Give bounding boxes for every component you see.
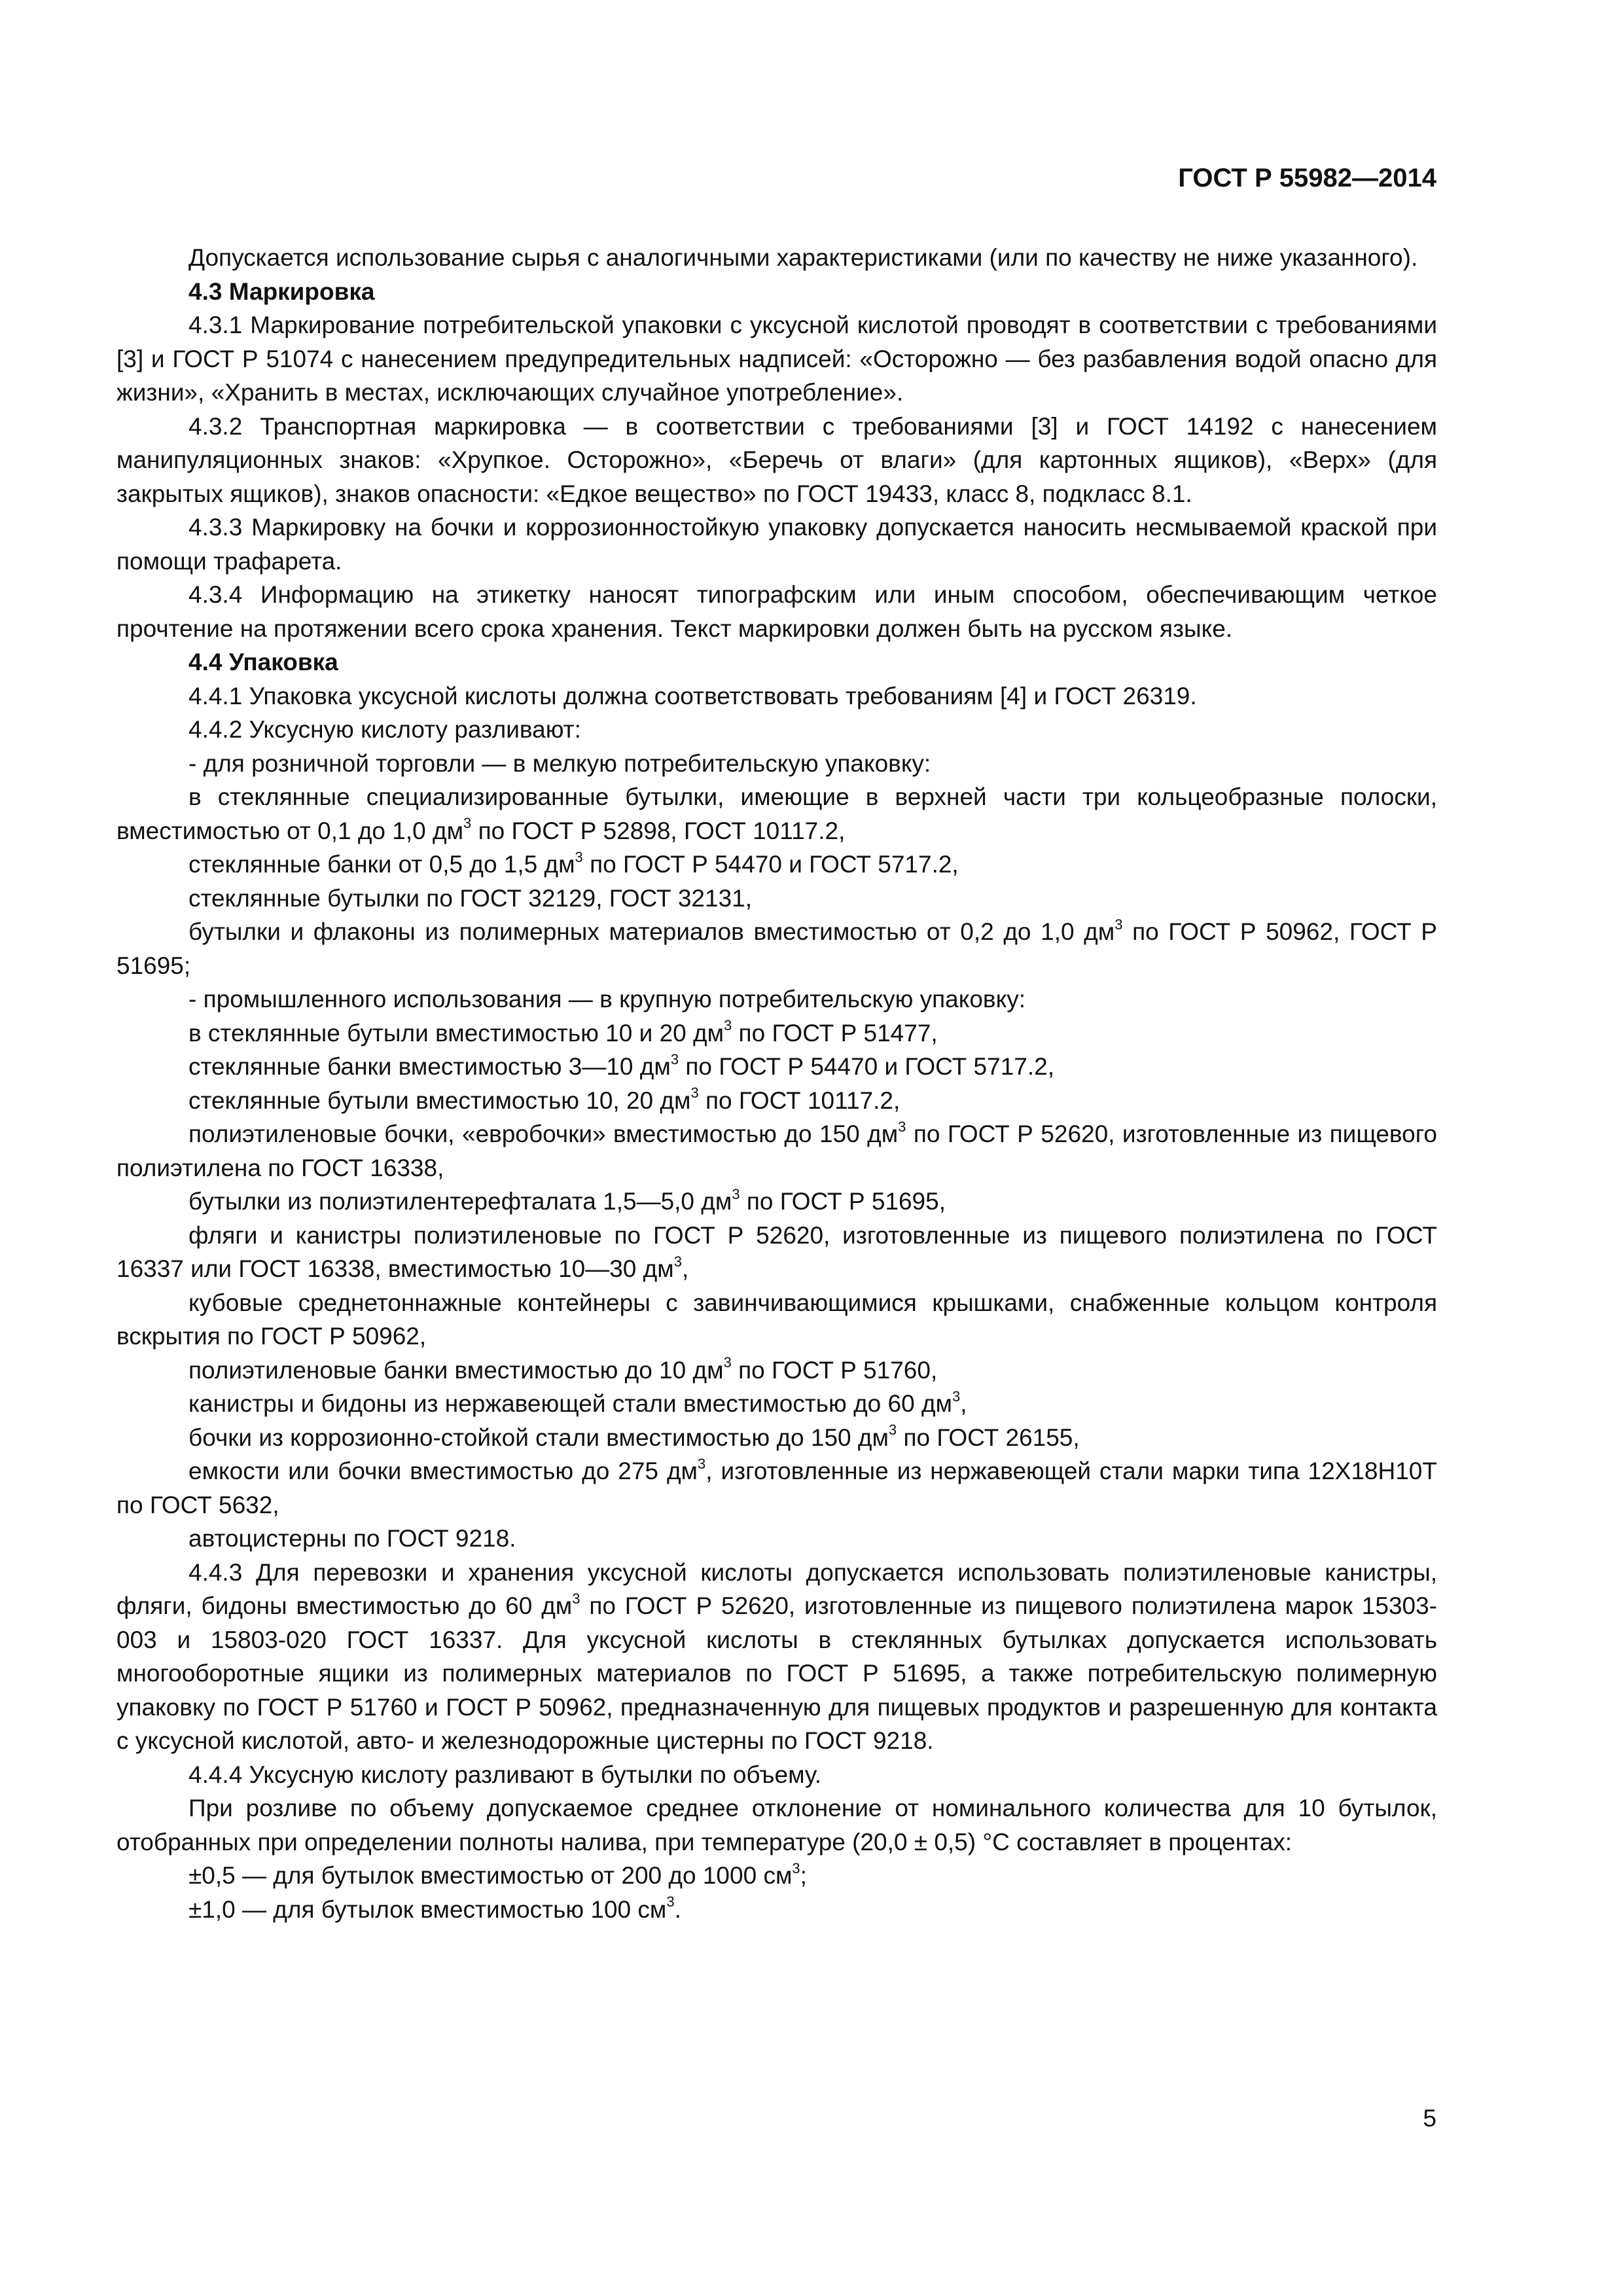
list-item: стеклянные бутыли вместимостью 10, 20 $дм^3$ по ГОСТ 10117.2, <box>188 1085 901 1114</box>
document-header: ГОСТ Р 55982—2014 <box>1178 164 1436 192</box>
clause-4-4-2: 4.4.2 Уксусную кислоту разливают: <box>188 716 581 743</box>
section-heading-marking: 4.3 Маркировка <box>188 278 375 305</box>
clause-4-4-3: 4.4.3 Для перевозки и хранения уксусной кислоты допускается использовать полиэтиленовые канистры, фляги, бидоны вместимостью до 60 $дм^3$ по ГОСТ Р 52620, изготовленные из пищевого полиэтилена марок 15303-003 и 15803-020 ГОСТ 16337. Для уксусной кислоты в стеклянных бутылках допускается использовать многооборотные ящики из полимерных материалов по ГОСТ Р 51695, а также потребительскую полимерную упаковку по ГОСТ Р 51760 и ГОСТ Р 50962, предназначенную для пищевых продуктов и разрешенную для контакта с уксусной кислотой, авто- и железнодорожные цистерны по ГОСТ 9218. <box>116 1558 1438 1754</box>
page-number: 5 <box>1423 2105 1436 2132</box>
list-item: канистры и бидоны из нержавеющей стали вместимостью до 60 $дм^3$, <box>188 1388 967 1417</box>
clause-4-3-4: 4.3.4 Информацию на этикетку наносят типографским или иным способом, обеспечивающим четкое прочтение на протяжении всего срока хранения. Текст маркировки должен быть на русском языке. <box>116 581 1437 642</box>
clause-4-3-1: 4.3.1 Маркирование потребительской упаковки с уксусной кислотой проводят в соответствии с требованиями [3] и ГОСТ Р 51074 с нанесением предупредительных надписей: «Осторожно — без разбавления водой опасно для жизни», «Хранить в местах, исключающих случайное употребление». <box>116 312 1437 406</box>
list-item: полиэтиленовые бочки, «евробочки» вместимостью до 150 $дм^3$ по ГОСТ Р 52620, изготовленные из пищевого полиэтилена по ГОСТ 16338, <box>116 1118 1437 1181</box>
section-heading-packaging: 4.4 Упаковка <box>188 649 338 675</box>
document-body <box>116 241 1437 1926</box>
clause-4-4-1: 4.4.1 Упаковка уксусной кислоты должна соответствовать требованиям [4] и ГОСТ 26319. <box>188 682 1197 709</box>
list-item: автоцистерны по ГОСТ 9218. <box>188 1525 516 1552</box>
clause-4-3-2: 4.3.2 Транспортная маркировка — в соответствии с требованиями [3] и ГОСТ 14192 с нанесением манипуляционных знаков: «Хрупкое. Осторожно», «Беречь от влаги» (для картонных ящиков), «Верх» (для закрытых ящиков), знаков опасности: «Едкое вещество» по ГОСТ 19433, класс 8, подкласс 8.1. <box>116 412 1437 507</box>
list-item: в стеклянные специализированные бутылки, имеющие в верхней части три кольцеобразные полоски, вместимостью от 0,1 до 1,0 $дм^3$ по ГОСТ Р 52898, ГОСТ 10117.2, <box>116 783 1437 844</box>
tolerance-paragraph: При розливе по объему допускаемое среднее отклонение от номинального количества для 10 бутылок, отобранных при определении полноты налива, при температуре (20,0 ± 0,5) °С составляет в процентах: <box>116 1795 1437 1856</box>
list-item: емкости или бочки вместимостью до 275 $дм^3$, изготовленные из нержавеющей стали марки типа 12Х18Н10Т по ГОСТ 5632, <box>116 1455 1437 1518</box>
list-item: полиэтиленовые банки вместимостью до 10 $дм^3$ по ГОСТ Р 51760, <box>188 1354 938 1384</box>
list-item: бутылки и флаконы из полимерных материалов вместимостью от 0,2 до 1,0 $дм^3$ по ГОСТ Р 50962, ГОСТ Р 51695; <box>116 916 1437 979</box>
list-item: стеклянные бутылки по ГОСТ 32129, ГОСТ 32131, <box>188 884 753 912</box>
list-item: - промышленного использования — в крупную потребительскую упаковку: <box>188 986 1026 1013</box>
list-item: - для розничной торговли — в мелкую потребительскую упаковку: <box>188 749 931 777</box>
clause-4-3-3: 4.3.3 Маркировку на бочки и коррозионностойкую упаковку допускается наносить несмываемой краской при помощи трафарета. <box>116 514 1437 575</box>
list-item: фляги и канистры полиэтиленовые по ГОСТ Р 52620, изготовленные из пищевого полиэтилена по ГОСТ 16337 или ГОСТ 16338, вместимостью 10—30 $дм^3$, <box>116 1221 1437 1282</box>
intro-paragraph: Допускается использование сырья с аналогичными характеристиками (или по качеству не ниже указанного). <box>188 244 1418 271</box>
list-item: бочки из коррозионно-стойкой стали вместимостью до 150 $дм^3$ по ГОСТ 26155, <box>188 1422 1080 1451</box>
tolerance-item: ±0,5 — для бутылок вместимостью от 200 до 1000 $см^3$; <box>188 1859 807 1889</box>
list-item: стеклянные банки вместимостью 3—10 $дм^3$ по ГОСТ Р 54470 и ГОСТ 5717.2, <box>188 1050 1054 1080</box>
list-item: стеклянные банки от 0,5 до 1,5 $дм^3$ по ГОСТ Р 54470 и ГОСТ 5717.2, <box>188 848 959 878</box>
list-item: бутылки из полиэтилентерефталата 1,5—5,0 $дм^3$ по ГОСТ Р 51695, <box>188 1185 946 1215</box>
tolerance-item: ±1,0 — для бутылок вместимостью 100 $см^3$. <box>188 1893 681 1923</box>
list-item: кубовые среднетоннажные контейнеры с завинчивающимися крышками, снабженные кольцом контроля вскрытия по ГОСТ Р 50962, <box>116 1289 1437 1350</box>
list-item: в стеклянные бутыли вместимостью 10 и 20 $дм^3$ по ГОСТ Р 51477, <box>188 1017 938 1047</box>
clause-4-4-4: 4.4.4 Уксусную кислоту разливают в бутылки по объему. <box>188 1761 822 1788</box>
